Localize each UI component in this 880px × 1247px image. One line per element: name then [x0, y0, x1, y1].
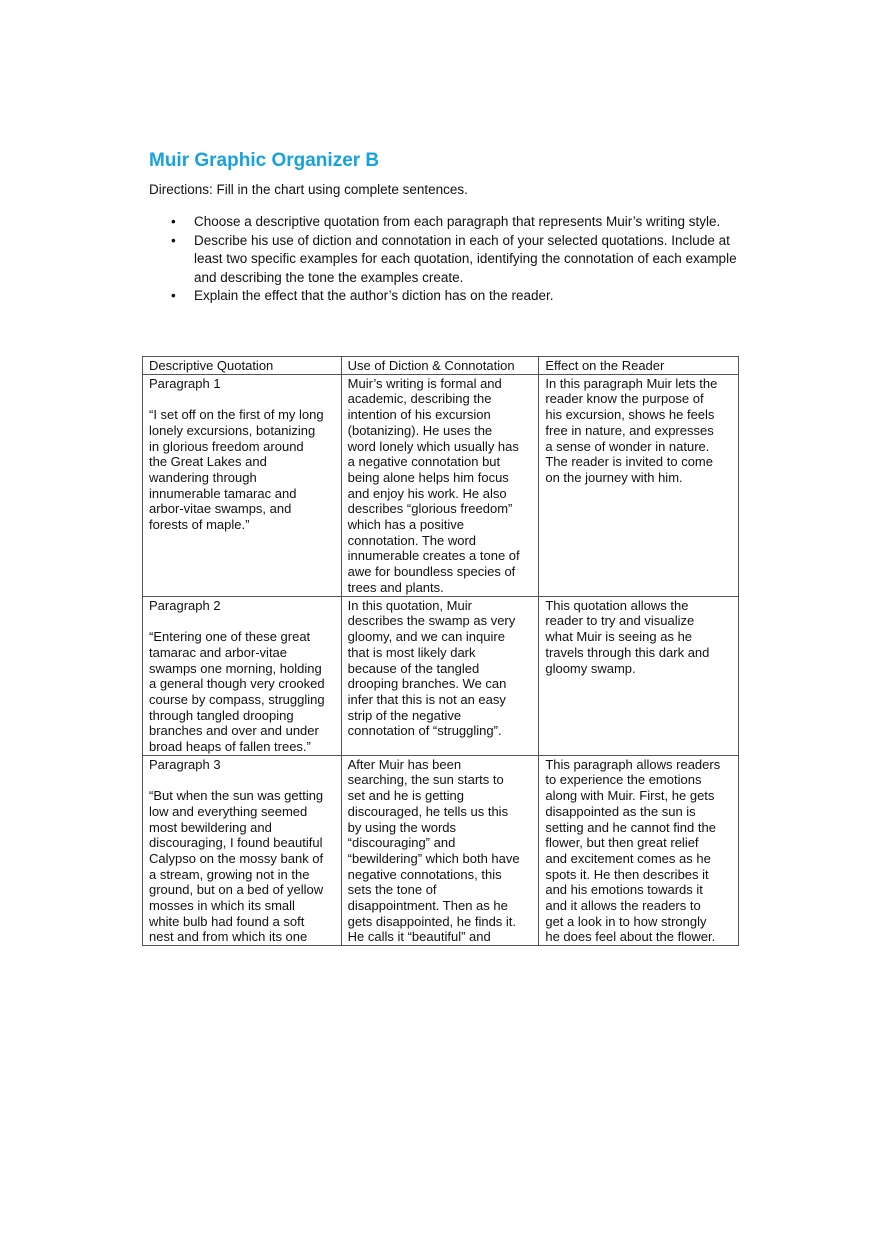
header-effect: Effect on the Reader	[539, 357, 739, 375]
bullet-icon: •	[171, 214, 176, 229]
effect-cell: This paragraph allows readers to experience the emotions along with Muir. First, he gets disappointed as the sun is setting and he cannot find the flower, but then great relief and excitement comes as he spots it. He then describes it and his emotions towards it and it allows the readers to get a look in to how strongly he does feel about the flower.	[539, 755, 739, 945]
bullet-text: Describe his use of diction and connotation in each of your selected quotations. Include at least two specific examples for each quotation, identifying the connotation of each example and describing the tone the examples create.	[194, 232, 737, 285]
diction-cell: In this quotation, Muir describes the swamp as very gloomy, and we can inquire that is most likely dark because of the tangled drooping branches. We can infer that this is not an easy strip of the negative connotation of “struggling”.	[341, 596, 539, 755]
header-quotation: Descriptive Quotation	[143, 357, 342, 375]
quotation-cell: Paragraph 1 “I set off on the first of my long lonely excursions, botanizing in glorious freedom around the Great Lakes and wandering through innumerable tamarac and arbor-vitae swamps, and forests of maple.”	[143, 374, 342, 596]
diction-cell: Muir’s writing is formal and academic, describing the intention of his excursion (botanizing). He uses the word lonely which usually has a negative connotation but being alone helps him focus and enjoy his work. He also describes “glorious freedom” which has a positive connotation. The word innumerable creates a tone of awe for boundless species of trees and plants.	[341, 374, 539, 596]
table-header-row	[143, 357, 739, 375]
table-row	[143, 755, 739, 945]
quotation-cell: Paragraph 2 “Entering one of these great tamarac and arbor-vitae swamps one morning, holding a general though very crooked course by compass, struggling through tangled drooping branches and over and under broad heaps of fallen trees.”	[143, 596, 342, 755]
page-title: Muir Graphic Organizer B	[149, 150, 380, 171]
header-diction: Use of Diction & Connotation	[341, 357, 539, 375]
bullet-text: Explain the effect that the author’s diction has on the reader.	[194, 288, 554, 304]
list-item	[149, 232, 739, 288]
directions: Directions: Fill in the chart using complete sentences.	[149, 182, 468, 197]
diction-cell: After Muir has been searching, the sun starts to set and he is getting discouraged, he tells us this by using the words “discouraging” and “bewildering” which both have negative connotations, this sets the tone of disappointment. Then as he gets disappointed, he finds it. He calls it “beautiful” and	[341, 755, 539, 945]
effect-cell: In this paragraph Muir lets the reader know the purpose of his excursion, shows he feels free in nature, and expresses a sense of wonder in nature. The reader is invited to come on the journey with him.	[539, 374, 739, 596]
bullet-icon: •	[171, 232, 176, 248]
effect-cell: This quotation allows the reader to try and visualize what Muir is seeing as he travels through this dark and gloomy swamp.	[539, 596, 739, 755]
table-row	[143, 374, 739, 596]
bullet-icon: •	[171, 288, 176, 304]
bullet-text: Choose a descriptive quotation from each paragraph that represents Muir’s writing style.	[194, 214, 721, 229]
quotation-cell: Paragraph 3 “But when the sun was getting low and everything seemed most bewildering and discouraging, I found beautiful Calypso on the mossy bank of a stream, growing not in the ground, but on a bed of yellow mosses in which its small white bulb had found a soft nest and from which its one	[143, 755, 342, 945]
instructions-list	[149, 213, 739, 306]
table-row	[143, 596, 739, 755]
organizer-table	[142, 356, 739, 946]
list-item	[149, 287, 739, 306]
list-item	[149, 213, 739, 232]
